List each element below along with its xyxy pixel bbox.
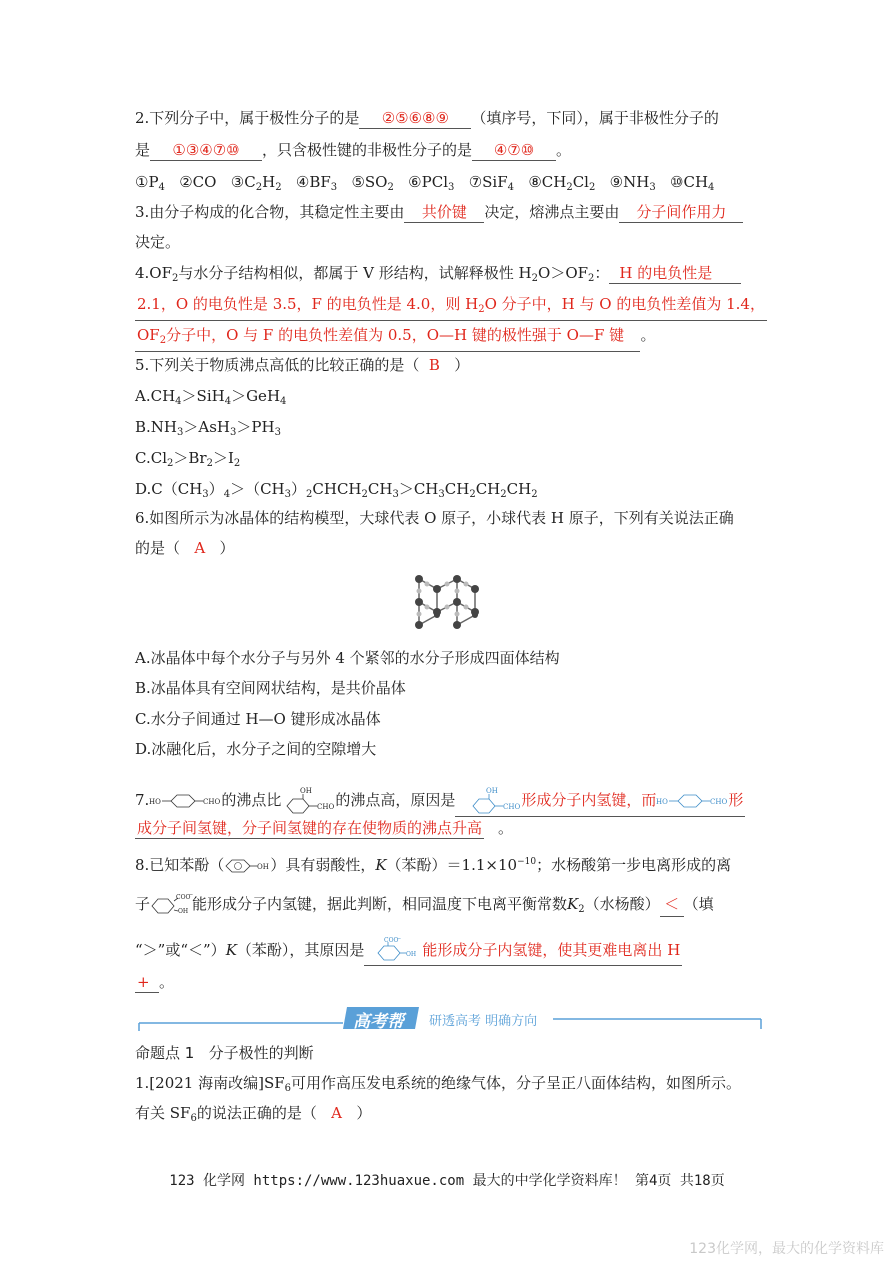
lbl: COO: [384, 937, 399, 944]
sub: 3: [274, 427, 281, 438]
q5-stem: [135, 355, 469, 375]
q6-option-a: [135, 648, 560, 668]
topic-title: 分子极性的判断: [208, 1044, 314, 1062]
q8-line3: [135, 936, 682, 966]
sub: 4: [280, 396, 287, 407]
t: CH: [444, 480, 470, 498]
opt: ⑨NH: [609, 173, 650, 191]
q2-answer-polar: ②⑤⑥⑧⑨: [359, 108, 471, 129]
q4-text: 4.OF: [135, 264, 173, 282]
q7-text: 。: [498, 819, 514, 837]
salicylate-ion-answer-structure: [366, 937, 422, 965]
t: ＞I: [212, 449, 234, 467]
sub: 3: [448, 182, 455, 193]
q4-ans-text: 2.1，O 的电负性是 3.5，F 的电负性是 4.0，则 H: [137, 295, 479, 313]
q6-option-d: [135, 739, 376, 759]
t: ＞（CH: [230, 480, 285, 498]
q7-line2: [135, 818, 513, 839]
q3-answer2: 分子间作用力: [619, 202, 743, 223]
q6-text: B.冰晶体具有空间网状结构，是共价晶体: [135, 679, 406, 697]
q8-ans-text: 能形成分子内氢键，使其更难电离出 H: [422, 941, 681, 959]
t: C.Cl: [135, 449, 167, 467]
q8-k: K: [375, 856, 387, 874]
q6-option-b: [135, 678, 406, 698]
lbl: CHO: [203, 798, 221, 806]
sub: 2: [588, 273, 595, 284]
opt: ④BF: [295, 173, 331, 191]
lbl: HO: [656, 798, 669, 806]
t: CH: [506, 480, 532, 498]
q3-text: 决定。: [135, 233, 181, 251]
q4-text: 。: [640, 326, 656, 344]
q3-line1: [135, 202, 743, 223]
t: ＞AsH: [183, 418, 230, 436]
t: ）: [208, 480, 224, 498]
q8-text: 。: [159, 973, 175, 991]
lbl: OH: [486, 787, 499, 795]
q4-line2: [135, 294, 767, 321]
q5-text: ）: [454, 356, 470, 374]
sub: 2: [275, 182, 282, 193]
lbl: CHO: [503, 803, 521, 811]
q8-line4: [135, 972, 174, 993]
q8-text: ）具有弱酸性，: [270, 856, 376, 874]
q4-answer-l1: H 的电负性是: [609, 263, 741, 284]
t: A.CH: [135, 387, 176, 405]
sub: 4: [158, 182, 165, 193]
sub: 3: [230, 427, 237, 438]
q3-answer1: 共价键: [404, 202, 484, 223]
topic-heading: [135, 1043, 314, 1063]
gaokao-banner: [135, 1005, 765, 1033]
p-hydroxybenzaldehyde-answer-structure: [656, 791, 728, 811]
q8-line2: [135, 892, 714, 922]
sub: 2: [361, 489, 368, 500]
q8-text: 8.已知苯酚（: [135, 856, 225, 874]
q2-answer-nonpolar: ①③④⑦⑩: [150, 140, 262, 161]
opt: H: [262, 173, 276, 191]
sub: 2: [233, 458, 241, 469]
sub: 2: [578, 904, 585, 915]
q4-answer-l3: [135, 325, 640, 352]
q6-stem1: [135, 508, 734, 528]
opt: ⑩CH: [670, 173, 709, 191]
topic-label: 命题点 1: [135, 1044, 195, 1062]
q8-k: K: [567, 895, 579, 913]
opt: ①P: [135, 173, 159, 191]
q6-answer: A: [194, 539, 206, 557]
t: ＞PH: [236, 418, 275, 436]
o-hydroxybenzaldehyde-answer-structure: [457, 786, 521, 816]
q8-text: ；水杨酸第一步电离形成的离: [536, 856, 732, 874]
q9-line1: [135, 1073, 741, 1099]
q6-text: C.水分子间通过 H—O 键形成冰晶体: [135, 710, 381, 728]
t: ）: [291, 480, 307, 498]
sub: 2: [306, 489, 313, 500]
sub: 2: [469, 489, 476, 500]
q6-text: A.冰晶体中每个水分子与另外 4 个紧邻的水分子形成四面体结构: [135, 649, 560, 667]
sub: 4: [175, 396, 182, 407]
q8-text: （苯酚）＝1.1×10: [386, 856, 518, 874]
q2-text: 。: [556, 141, 572, 159]
q6-text: 的是（: [135, 539, 181, 557]
sub: 2: [167, 458, 174, 469]
sub: 2: [588, 182, 596, 193]
t: CHCH: [312, 480, 362, 498]
sup: −10: [517, 857, 537, 867]
q6-option-c: [135, 709, 381, 729]
q6-text: D.冰融化后，水分子之间的空隙增大: [135, 740, 377, 758]
q2-options: [135, 172, 714, 198]
p-hydroxybenzaldehyde-structure: [149, 791, 221, 811]
q5-answer: B: [428, 356, 440, 374]
q2-answer-polar-bond: ④⑦⑩: [472, 140, 556, 161]
q5-option-c: [135, 448, 240, 474]
lbl: CHO: [710, 798, 728, 806]
q4-line3: [135, 325, 655, 352]
t: CH: [367, 480, 393, 498]
q4-text: 与水分子结构相似，都属于 V 形结构，试解释极性 H: [178, 264, 532, 282]
t: B.NH: [135, 418, 177, 436]
q4-text: ：: [594, 264, 610, 282]
q9-text: ）: [356, 1104, 372, 1122]
q8-line1: [135, 852, 731, 875]
q3-text: 决定，熔沸点主要由: [484, 203, 620, 221]
sub: 2: [172, 273, 179, 284]
opt: Cl: [572, 173, 589, 191]
q9-text: 1.[2021 海南改编]SF: [135, 1074, 285, 1092]
opt: ⑧CH: [528, 173, 567, 191]
q7-answer-l2: 成分子间氢键，分子间氢键的存在使物质的沸点升高: [137, 819, 483, 837]
q8-text: 子: [135, 895, 151, 913]
banner-subtitle: 研透高考 明确方向: [429, 1014, 538, 1029]
q4-line1: [135, 263, 741, 289]
lbl: OH: [406, 951, 417, 958]
q5-option-b: [135, 417, 281, 443]
banner-title: 高考帮: [353, 1012, 404, 1032]
q7-line1: [135, 786, 745, 817]
q7-ans-text: 形成分子内氢键，而: [521, 791, 657, 809]
sub: 4: [507, 182, 514, 193]
t: CH: [475, 480, 501, 498]
sub: 2: [255, 182, 263, 193]
sub: 2: [206, 458, 213, 469]
sub: 4: [708, 182, 715, 193]
sub: 3: [392, 489, 399, 500]
lbl: −: [189, 892, 194, 898]
q8-answer-l4: +: [135, 972, 159, 993]
sub: 2: [387, 182, 394, 193]
q8-text: 能形成分子内氢键，据此判断，相同温度下电离平衡常数: [192, 895, 568, 913]
sub: 6: [190, 1113, 197, 1124]
sub: 6: [284, 1083, 292, 1094]
q8-text: （填: [683, 895, 714, 913]
sub: 3: [202, 489, 209, 500]
lbl: CHO: [317, 803, 335, 811]
salicylate-ion-structure: [150, 892, 192, 918]
sub: 4: [223, 489, 231, 500]
q9-line2: [135, 1103, 371, 1129]
lbl: COO: [176, 894, 191, 901]
q6-stem2: [135, 538, 235, 558]
sub: 2: [500, 489, 507, 500]
q9-answer: A: [331, 1104, 342, 1122]
opt: ③C: [230, 173, 256, 191]
q7-text: 的沸点比: [221, 791, 282, 809]
q3-stem: 3.由分子构成的化合物，其稳定性主要由: [135, 203, 405, 221]
sub: 3: [649, 182, 656, 193]
q2-stem-mid: （填序号，下同），属于非极性分子的: [471, 109, 719, 127]
lbl: HO: [149, 798, 162, 806]
lbl: −: [397, 936, 402, 942]
q2-line2: [135, 140, 571, 161]
q2-line1: [135, 108, 719, 129]
sub: 2: [531, 489, 538, 500]
q3-line2: [135, 232, 180, 252]
q8-answer-compare: ＜: [660, 892, 684, 917]
q5-option-a: [135, 386, 286, 412]
q8-k: K: [225, 941, 237, 959]
sub: 2: [478, 304, 485, 315]
sub: 3: [284, 489, 291, 500]
q9-text: 可用作高压发电系统的绝缘气体，分子呈正八面体结构，如图所示。: [291, 1074, 742, 1092]
q4-ans-text: OF: [137, 326, 160, 344]
q4-ans-text: O 分子中，H 与 O 的电负性差值为 1.4，: [484, 295, 765, 313]
t: ＞SiH: [181, 387, 225, 405]
q7-text: 的沸点高，原因是: [335, 791, 456, 809]
opt: ⑤SO: [351, 173, 388, 191]
q4-answer-l2: [135, 294, 767, 321]
q2-stem: 2.下列分子中，属于极性分子的是: [135, 109, 360, 127]
ice-crystal-model-image: [407, 567, 487, 637]
lbl: OH: [300, 787, 313, 795]
q5-option-d: [135, 479, 538, 505]
sub: 4: [224, 396, 232, 407]
q7-ans-text: 形: [728, 791, 744, 809]
opt: ⑥PCl: [408, 173, 448, 191]
q6-text: 6.如图所示为冰晶体的结构模型，大球代表 O 原子，小球代表 H 原子，下列有关说法正确: [135, 509, 734, 527]
watermark: 123化学网，最大的化学资料库: [689, 1241, 884, 1257]
page-footer: 123 化学网 https://www.123huaxue.com 最大的中学化学资料库！ 第4页 共18页: [169, 1173, 725, 1189]
q6-text: ）: [219, 539, 235, 557]
t: D.C（CH: [135, 480, 203, 498]
t: ＞Br: [173, 449, 207, 467]
q4-text: O＞OF: [538, 264, 589, 282]
lbl: OH: [257, 863, 270, 871]
q8-text: “＞”或“＜”）: [135, 941, 226, 959]
o-hydroxybenzaldehyde-structure: [281, 786, 335, 816]
q9-text: 有关 SF: [135, 1104, 191, 1122]
q7-text: 7.: [135, 791, 150, 809]
q4-ans-text: 分子中，O 与 F 的电负性差值为 0.5，O—H 键的极性强于 O—F 键: [166, 326, 625, 344]
sub: 2: [566, 182, 573, 193]
sub: 3: [177, 427, 184, 438]
lbl: OH: [178, 908, 189, 915]
q2-text: 是: [135, 141, 151, 159]
q8-text: （水杨酸）: [584, 895, 660, 913]
sub: 3: [438, 489, 445, 500]
q8-text: （苯酚），其原因是: [236, 941, 365, 959]
t: ＞GeH: [231, 387, 281, 405]
phenol-structure: [224, 857, 270, 875]
q7-answer-l1: [455, 786, 745, 817]
q9-text: 的说法正确的是（: [196, 1104, 317, 1122]
sub: 2: [531, 273, 539, 284]
sub: 2: [159, 335, 167, 346]
sub: 3: [330, 182, 338, 193]
opt: ②CO: [179, 173, 217, 191]
opt: ⑦SiF: [468, 173, 508, 191]
t: ＞CH: [398, 480, 439, 498]
q2-text: ，只含极性键的非极性分子的是: [262, 141, 473, 159]
q5-text: 5.下列关于物质沸点高低的比较正确的是（: [135, 356, 420, 374]
q8-answer-l3: [364, 936, 682, 966]
